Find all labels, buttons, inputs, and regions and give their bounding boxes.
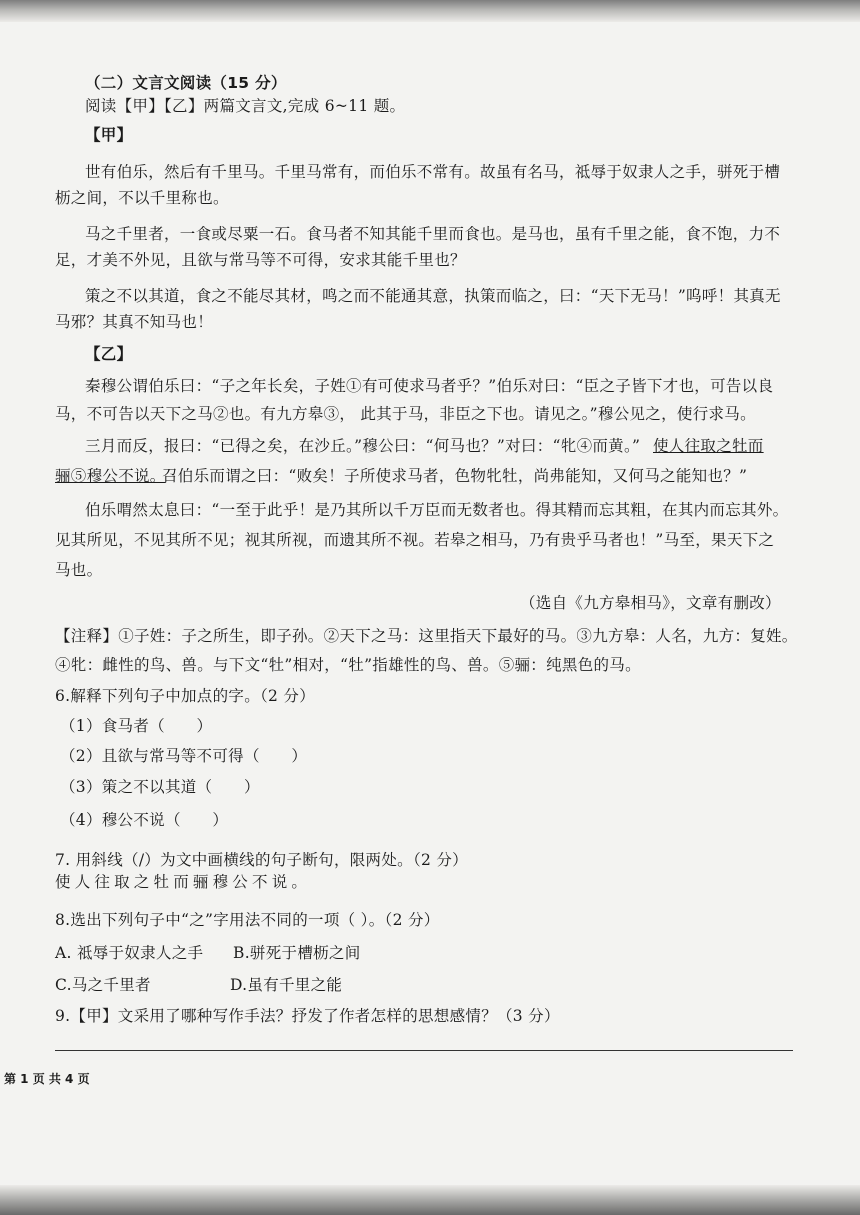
section-instruction: 阅读【甲】【乙】两篇文言文,完成 6~11 题。 <box>85 97 406 115</box>
passage-b-line: 马也。 <box>55 561 103 579</box>
question-8-option-a: A. 祗辱于奴隶人之手 <box>55 944 204 962</box>
notes-line: 【注释】①子姓：子之所生，即子孙。②天下之马：这里指天下最好的马。③九方皋：人名，九方：复姓。 <box>55 627 798 645</box>
section-title: （二）文言文阅读（15 分） <box>85 74 287 92</box>
question-8-stem: 8.选出下列句子中“之”字用法不同的一项（ ）。（2 分） <box>55 911 440 929</box>
notes-line: ④牝：雌性的鸟、兽。与下文“牡”相对，“牡”指雄性的鸟、兽。⑤骊：纯黑色的马。 <box>55 656 641 674</box>
question-7-stem: 7. 用斜线（/）为文中画横线的句子断句，限两处。（2 分） <box>55 851 468 869</box>
question-7-sentence: 使人往取之牡而骊穆公不说。 <box>55 873 312 891</box>
scan-bottom-edge <box>0 1185 860 1215</box>
passage-a-line: 马邪？其真不知马也！ <box>55 313 214 331</box>
source-citation: （选自《九方皋相马》，文章有删改） <box>520 594 781 612</box>
question-8-option-c: C.马之千里者 <box>55 976 151 994</box>
question-9-stem: 9.【甲】文采用了哪种写作手法？抒发了作者怎样的思想感情？（3 分） <box>55 1007 560 1025</box>
question-6-item: （3）策之不以其道（ ） <box>60 778 260 796</box>
question-6-item: （1）食马者（ ） <box>60 717 213 735</box>
passage-b-line: 召伯乐而谓之曰：“败矣！子所使求马者，色物牝牡，尚弗能知，又何马之能知也？” <box>162 467 748 485</box>
passage-a-line: 足，才美不外见，且欲与常马等不可得，安求其能千里也？ <box>55 251 466 269</box>
passage-b-line: 马，不可告以天下之马②也。有九方皋③， 此其于马，非臣之下也。请见之。”穆公见之，使行求马。 <box>55 405 756 423</box>
passage-a-label: 【甲】 <box>85 126 133 144</box>
question-6-item: （2）且欲与常马等不可得（ ） <box>60 747 308 765</box>
page-footer: 第 1 页 共 4 页 <box>4 1072 90 1086</box>
question-6-item: （4）穆公不说（ ） <box>60 811 229 829</box>
underlined-sentence-part: 骊⑤穆公不说。 <box>55 467 166 485</box>
passage-a-line: 策之不以其道，食之不能尽其材，鸣之而不能通其意，执策而临之，曰：“天下无马！”呜呼！其真无 <box>85 287 781 305</box>
passage-b-line: 秦穆公谓伯乐曰：“子之年长矣，子姓①有可使求马者乎？”伯乐对曰：“臣之子皆下才也，可告以良 <box>85 377 774 395</box>
underlined-sentence-part: 使人往取之牡而 <box>653 437 764 455</box>
answer-line <box>55 1050 793 1051</box>
question-8-option-d: D.虽有千里之能 <box>230 976 343 994</box>
passage-b-line: 见其所见，不见其所不见；视其所视，而遗其所不视。若皋之相马，乃有贵乎马者也！”马至，果天下之 <box>55 531 775 549</box>
passage-a-line: 马之千里者，一食或尽粟一石。食马者不知其能千里而食也。是马也，虽有千里之能，食不饱，力不 <box>85 225 781 243</box>
passage-a-line: 枥之间，不以千里称也。 <box>55 189 229 207</box>
question-6-stem: 6.解释下列句子中加点的字。（2 分） <box>55 687 316 705</box>
passage-b-line: 三月而反，报曰：“已得之矣，在沙丘。”穆公曰：“何马也？”对曰：“牝④而黄。” <box>85 437 641 455</box>
passage-b-label: 【乙】 <box>85 345 133 363</box>
question-8-option-b: B.骈死于槽枥之间 <box>233 944 361 962</box>
passage-b-line: 伯乐喟然太息曰：“一至于此乎！是乃其所以千万臣而无数者也。得其精而忘其粗，在其内而忘其外。 <box>85 501 789 519</box>
passage-a-line: 世有伯乐，然后有千里马。千里马常有，而伯乐不常有。故虽有名马，祗辱于奴隶人之手，骈死于槽 <box>85 163 781 181</box>
